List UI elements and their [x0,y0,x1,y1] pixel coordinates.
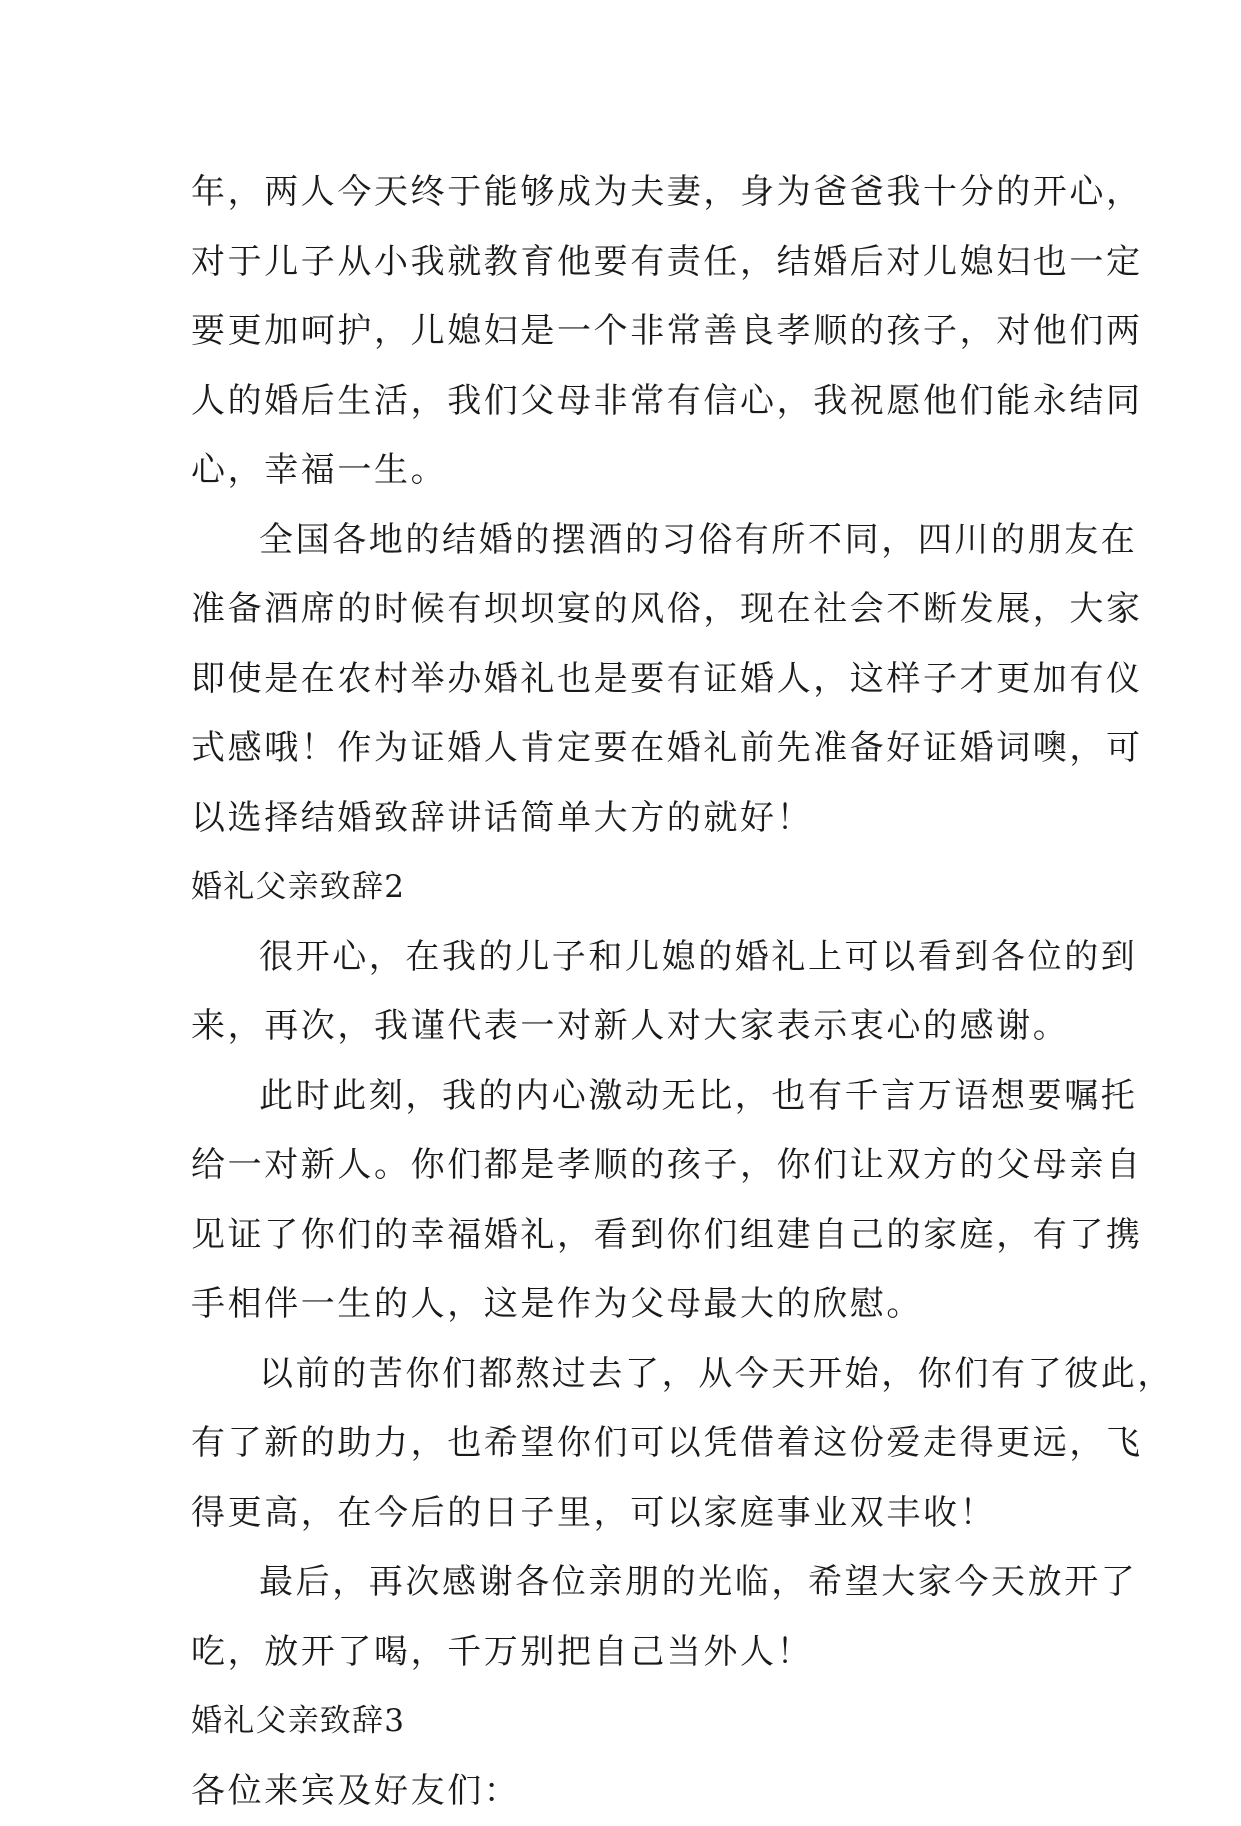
paragraph-line: 即使是在农村举办婚礼也是要有证婚人，这样子才更加有仪 [191,645,1071,715]
paragraph-line: 以选择结婚致辞讲话简单大方的就好！ [191,784,1071,854]
paragraph-line: 要更加呵护，儿媳妇是一个非常善良孝顺的孩子，对他们两 [191,297,1071,367]
paragraph-line: 全国各地的结婚的摆酒的习俗有所不同，四川的朋友在 [191,506,1071,576]
paragraph-line: 式感哦！作为证婚人肯定要在婚礼前先准备好证婚词噢，可 [191,714,1071,784]
paragraph-line: 以前的苦你们都熬过去了，从今天开始，你们有了彼此， [191,1340,1071,1410]
salutation-line: 各位来宾及好友们： [191,1757,1071,1826]
paragraph-line: 有了新的助力，也希望你们可以凭借着这份爱走得更远，飞 [191,1409,1071,1479]
paragraph-line: 人的婚后生活，我们父母非常有信心，我祝愿他们能永结同 [191,367,1071,437]
paragraph-line: 得更高，在今后的日子里，可以家庭事业双丰收！ [191,1479,1071,1549]
document-body [191,158,1071,1826]
paragraph-line: 手相伴一生的人，这是作为父母最大的欣慰。 [191,1270,1071,1340]
paragraph-line: 对于儿子从小我就教育他要有责任，结婚后对儿媳妇也一定 [191,228,1071,298]
paragraph-line: 吃，放开了喝，千万别把自己当外人！ [191,1618,1071,1688]
paragraph-line: 来，再次，我谨代表一对新人对大家表示衷心的感谢。 [191,992,1071,1062]
paragraph-line: 很开心，在我的儿子和儿媳的婚礼上可以看到各位的到 [191,923,1071,993]
paragraph-line: 准备酒席的时候有坝坝宴的风俗，现在社会不断发展，大家 [191,575,1071,645]
paragraph-line: 给一对新人。你们都是孝顺的孩子，你们让双方的父母亲自 [191,1131,1071,1201]
section-heading: 婚礼父亲致辞2 [191,853,1071,923]
paragraph-line: 年，两人今天终于能够成为夫妻，身为爸爸我十分的开心， [191,158,1071,228]
paragraph-line: 最后，再次感谢各位亲朋的光临，希望大家今天放开了 [191,1548,1071,1618]
paragraph-line: 见证了你们的幸福婚礼，看到你们组建自己的家庭，有了携 [191,1201,1071,1271]
paragraph-line: 心，幸福一生。 [191,436,1071,506]
section-heading: 婚礼父亲致辞3 [191,1687,1071,1757]
paragraph-line: 此时此刻，我的内心激动无比，也有千言万语想要嘱托 [191,1062,1071,1132]
